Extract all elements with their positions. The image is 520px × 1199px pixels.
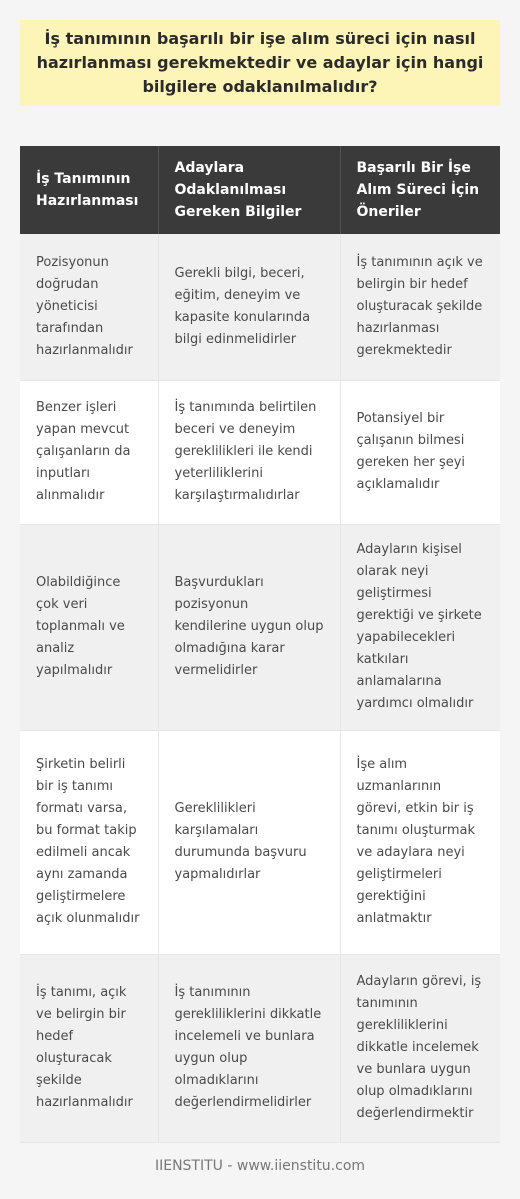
table-body xyxy=(20,234,500,1142)
comparison-table-wrapper xyxy=(20,146,500,1143)
table-row xyxy=(20,954,500,1142)
column-header-job-description: İş Tanımının Hazırlanması xyxy=(20,146,158,234)
table-header xyxy=(20,146,500,234)
page-title: İş tanımının başarılı bir işe alım süreci için nasıl hazırlanması gerekmektedir ve adaylar için hangi bilgilere odaklanılmalıdır? xyxy=(36,29,484,96)
table-cell: Gereklilikleri karşılamaları durumunda başvuru yapmalıdırlar xyxy=(158,730,340,954)
table-cell: İş tanımında belirtilen beceri ve deneyim gereklilikleri ile kendi yeterliliklerini karşılaştırmalıdırlar xyxy=(158,380,340,524)
table-cell: Potansiyel bir çalışanın bilmesi gereken her şeyi açıklamalıdır xyxy=(340,380,500,524)
table-cell: İş tanımı, açık ve belirgin bir hedef oluşturacak şekilde hazırlanmalıdır xyxy=(20,954,158,1142)
column-header-recommendations: Başarılı Bir İşe Alım Süreci İçin Öneriler xyxy=(340,146,500,234)
title-banner xyxy=(20,20,500,106)
comparison-table xyxy=(20,146,500,1143)
table-cell: Gerekli bilgi, beceri, eğitim, deneyim ve kapasite konularında bilgi edinmelidirler xyxy=(158,234,340,380)
table-cell: Olabildiğince çok veri toplanmalı ve analiz yapılmalıdır xyxy=(20,524,158,730)
table-cell: İş tanımının gerekliliklerini dikkatle incelemeli ve bunlara uygun olup olmadıklarını değerlendirmelidirler xyxy=(158,954,340,1142)
table-row xyxy=(20,730,500,954)
table-row xyxy=(20,524,500,730)
header-row xyxy=(20,146,500,234)
column-header-candidate-info: Adaylara Odaklanılması Gereken Bilgiler xyxy=(158,146,340,234)
table-cell: İşe alım uzmanlarının görevi, etkin bir iş tanımı oluşturmak ve adaylara neyi geliştirmeleri gerektiğini anlatmaktır xyxy=(340,730,500,954)
table-cell: Adayların kişisel olarak neyi geliştirmesi gerektiği ve şirkete yapabilecekleri katkıları anlamalarına yardımcı olmalıdır xyxy=(340,524,500,730)
footer-credit: IIENSTITU - www.iienstitu.com xyxy=(154,1158,366,1174)
table-cell: Pozisyonun doğrudan yöneticisi tarafından hazırlanmalıdır xyxy=(20,234,158,380)
table-row xyxy=(20,234,500,380)
table-cell: İş tanımının açık ve belirgin bir hedef oluşturacak şekilde hazırlanması gerekmektedir xyxy=(340,234,500,380)
table-cell: Benzer işleri yapan mevcut çalışanların da inputları alınmalıdır xyxy=(20,380,158,524)
table-row xyxy=(20,380,500,524)
table-cell: Adayların görevi, iş tanımının gerekliliklerini dikkatle incelemek ve bunlara uygun olup olmadıklarını değerlendirmektir xyxy=(340,954,500,1142)
table-cell: Şirketin belirli bir iş tanımı formatı varsa, bu format takip edilmeli ancak aynı zamanda geliştirmelere açık olunmalıdır xyxy=(20,730,158,954)
table-cell: Başvurdukları pozisyonun kendilerine uygun olup olmadığına karar vermelidirler xyxy=(158,524,340,730)
